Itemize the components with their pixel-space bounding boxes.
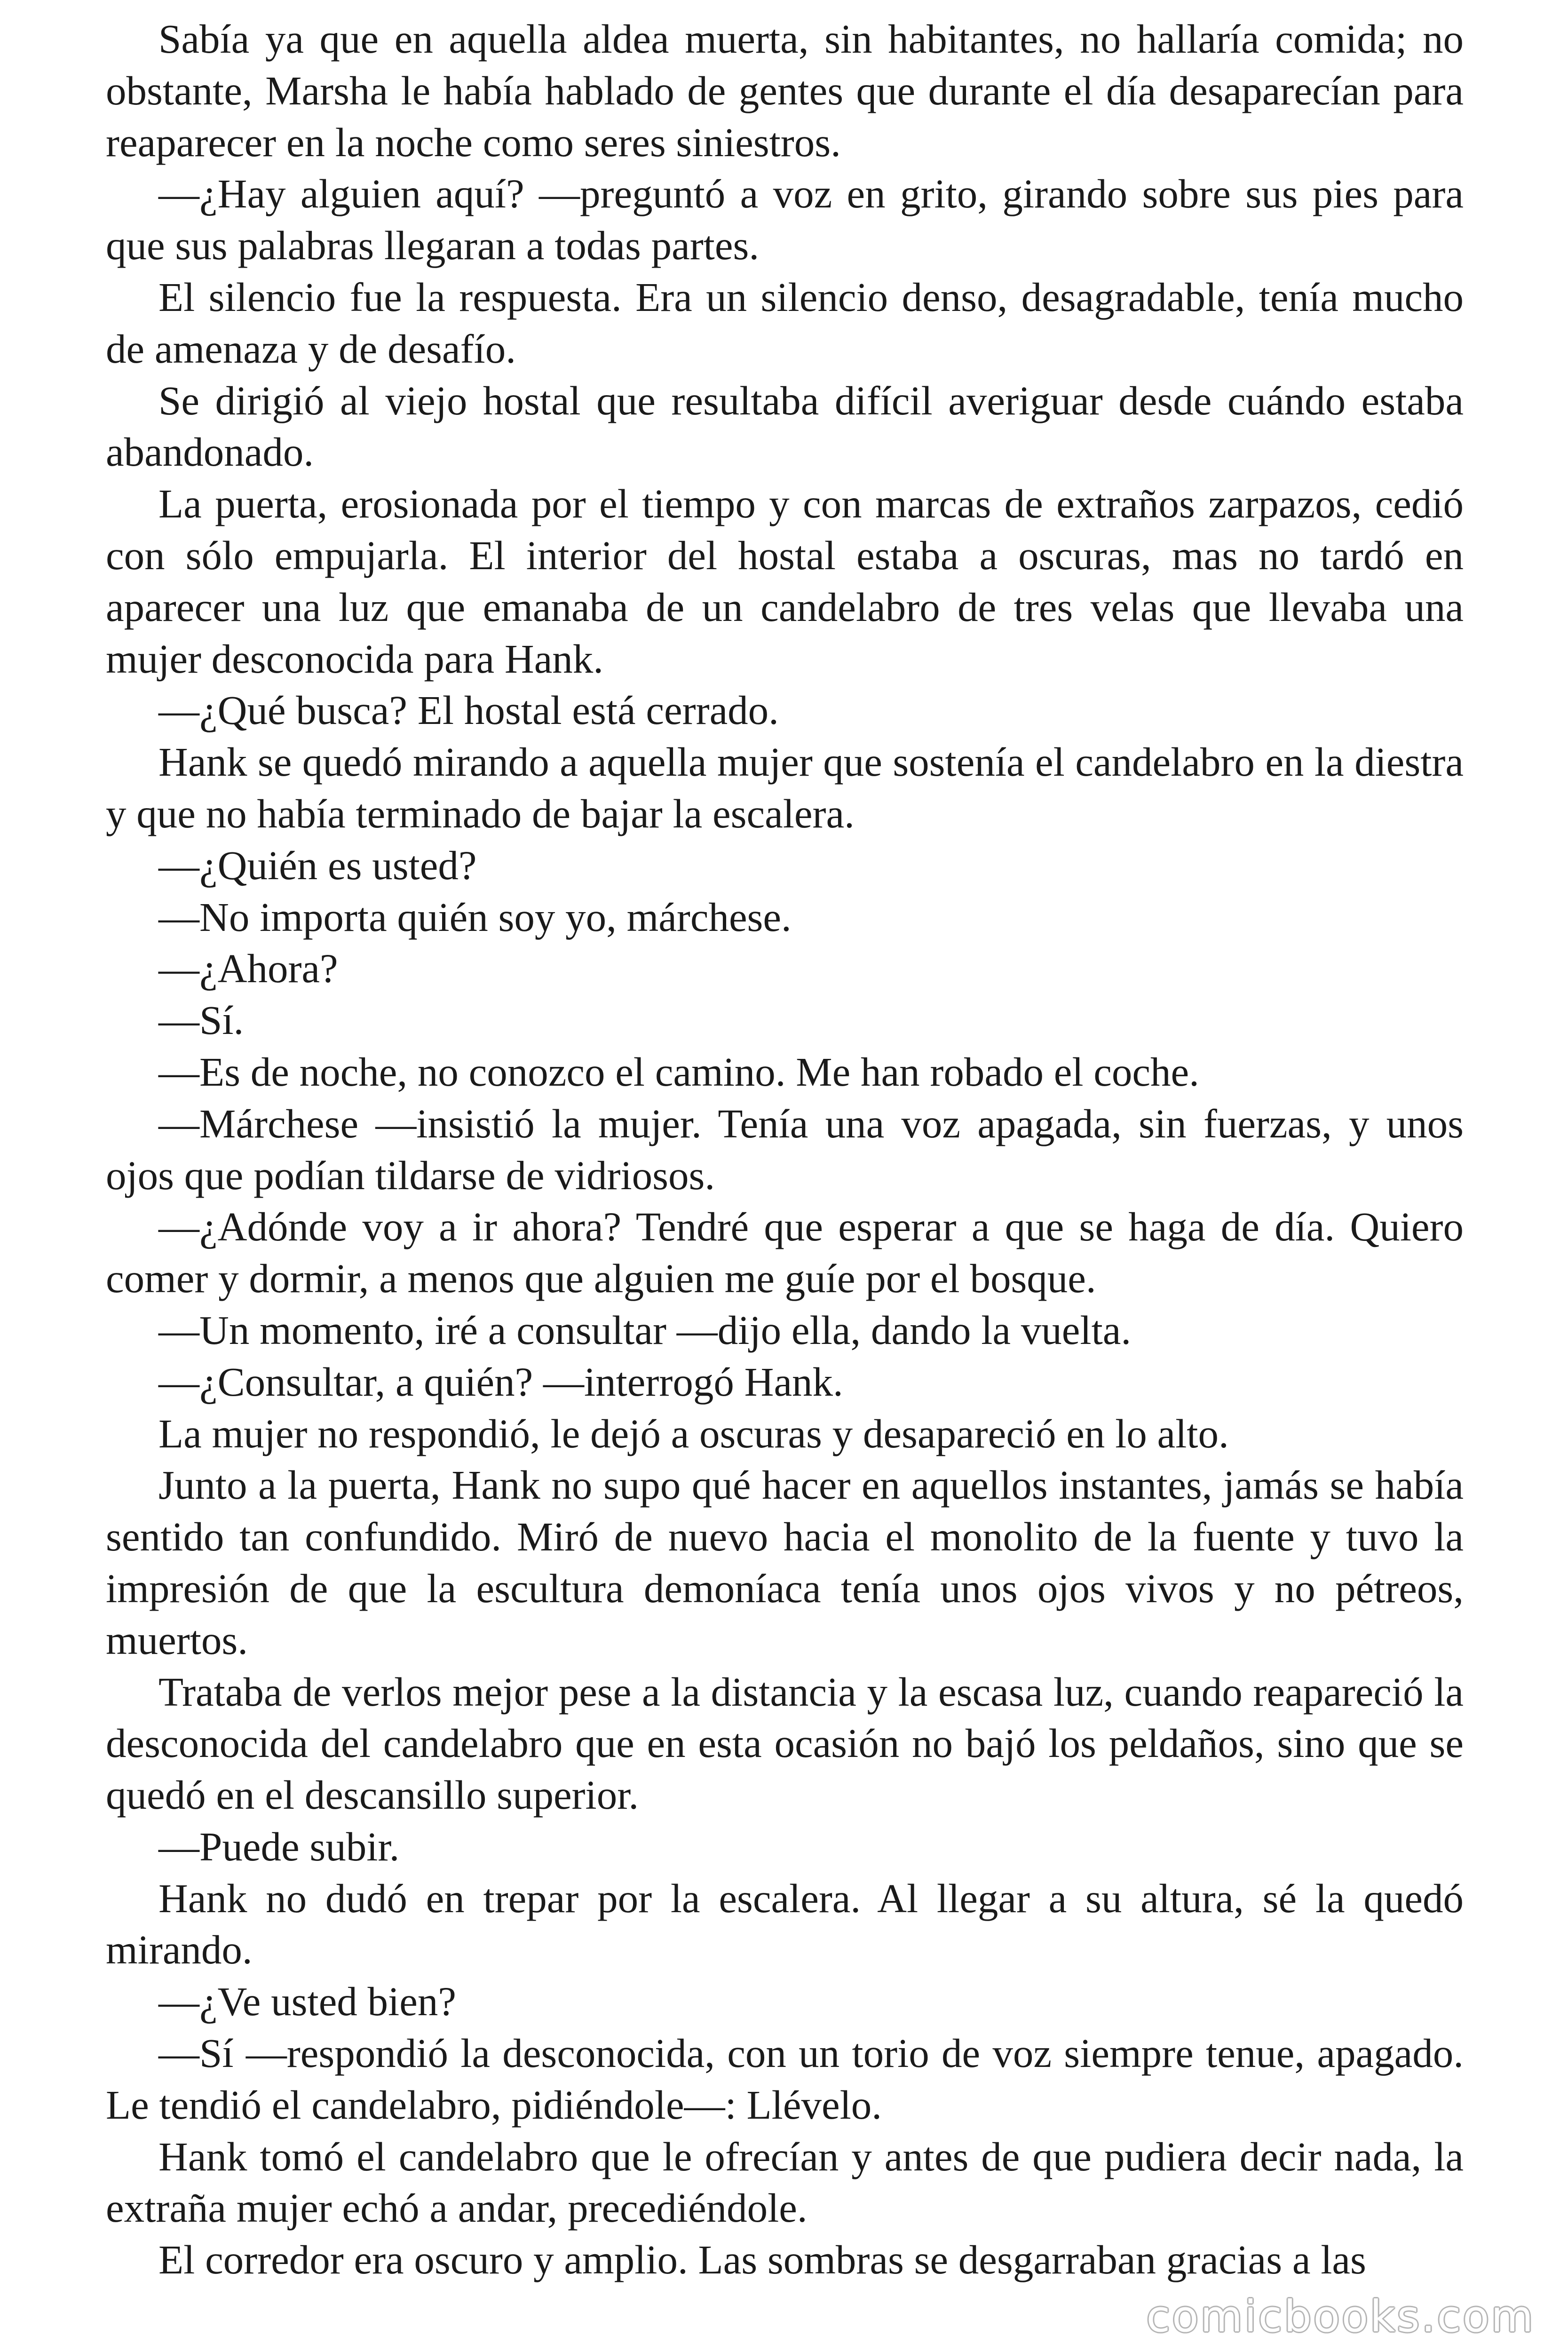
paragraph: —¿Ahora? <box>158 946 338 992</box>
paragraph: Se dirigió al viejo hostal que resultaba difícil averiguar desde cuándo estaba abandonado. <box>106 377 1464 475</box>
paragraph: —Márchese —insistió la mujer. Tenía una voz apagada, sin fuerzas, y unos ojos que podían tildarse de vidriosos. <box>106 1100 1464 1198</box>
paragraph: Hank tomó el candelabro que le ofrecían y antes de que pudiera decir nada, la extraña mujer echó a andar, precediéndole. <box>106 2133 1464 2231</box>
paragraph: La puerta, erosionada por el tiempo y con marcas de extraños zarpazos, cedió con sólo empujarla. El interior del hostal estaba a oscuras, mas no tardó en aparecer una luz que emanaba de un candelabro de tres velas que llevaba una mujer desconocida para Hank. <box>106 481 1464 682</box>
paragraph: —¿Adónde voy a ir ahora? Tendré que esperar a que se haga de día. Quiero comer y dormir, a menos que alguien me guíe por el bosque. <box>106 1204 1464 1302</box>
paragraph: —¿Hay alguien aquí? —preguntó a voz en grito, girando sobre sus pies para que sus palabras llegaran a todas partes. <box>106 171 1464 269</box>
book-page-text <box>106 13 1464 2318</box>
paragraph: El corredor era oscuro y amplio. Las sombras se desgarraban gracias a las <box>158 2237 1366 2283</box>
paragraph: Hank se quedó mirando a aquella mujer que sostenía el candelabro en la diestra y que no había terminado de bajar la escalera. <box>106 739 1464 836</box>
paragraph: —Puede subir. <box>158 1823 400 1869</box>
paragraph: Trataba de verlos mejor pese a la distancia y la escasa luz, cuando reapareció la desconocida del candelabro que en esta ocasión no bajó los peldaños, sino que se quedó en el descansillo superior. <box>106 1669 1464 1818</box>
paragraph: —Un momento, iré a consultar —dijo ella, dando la vuelta. <box>158 1307 1132 1353</box>
paragraph: —¿Consultar, a quién? —interrogó Hank. <box>158 1359 843 1405</box>
paragraph: —Sí. <box>158 997 244 1043</box>
paragraph: —¿Quién es usted? <box>158 842 477 888</box>
paragraph: —¿Qué busca? El hostal está cerrado. <box>158 687 779 733</box>
paragraph: —No importa quién soy yo, márchese. <box>158 894 792 940</box>
paragraph: —Es de noche, no conozco el camino. Me han robado el coche. <box>158 1049 1199 1095</box>
watermark-logo: comicbooks.com <box>1146 2291 1535 2342</box>
paragraph: El silencio fue la respuesta. Era un silencio denso, desagradable, tenía mucho de amenaza y de desafío. <box>106 274 1464 372</box>
paragraph: La mujer no respondió, le dejó a oscuras y desapareció en lo alto. <box>158 1410 1229 1456</box>
paragraph: Junto a la puerta, Hank no supo qué hacer en aquellos instantes, jamás se había sentido tan confundido. Miró de nuevo hacia el monolito de la fuente y tuvo la impresión de que la escultura demoníaca tenía unos ojos vivos y no pétreos, muertos. <box>106 1462 1464 1663</box>
paragraph: Sabía ya que en aquella aldea muerta, sin habitantes, no hallaría comida; no obstante, Marsha le había hablado de gentes que durante el día desaparecían para reaparecer en la noche como seres siniestros. <box>106 16 1464 165</box>
paragraph: —Sí —respondió la desconocida, con un torio de voz siempre tenue, apagado. Le tendió el candelabro, pidiéndole—: Llévelo. <box>106 2030 1464 2128</box>
paragraph: Hank no dudó en trepar por la escalera. Al llegar a su altura, sé la quedó mirando. <box>106 1875 1464 1973</box>
paragraph: —¿Ve usted bien? <box>158 1979 456 2025</box>
